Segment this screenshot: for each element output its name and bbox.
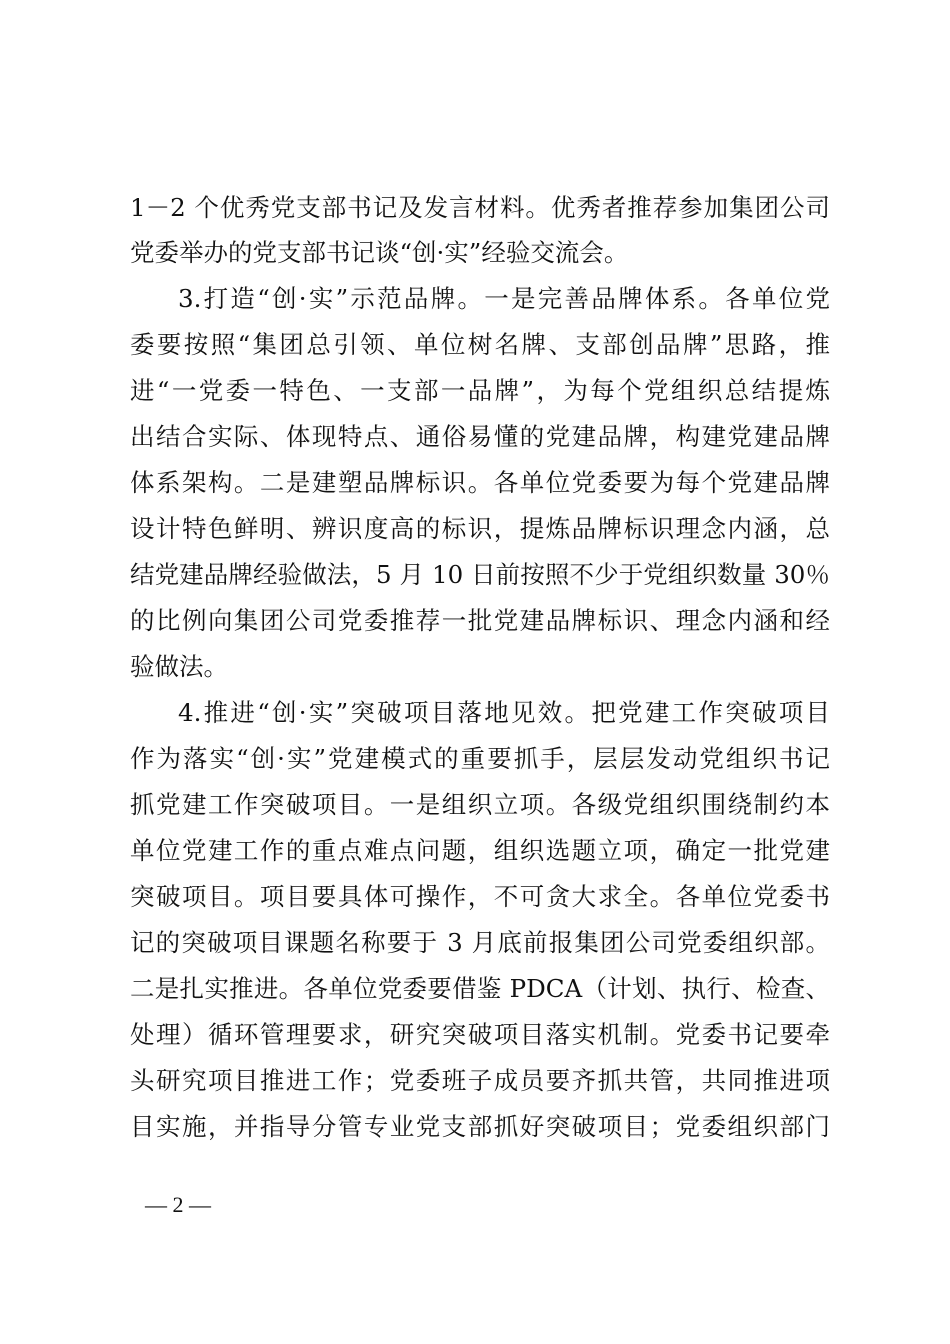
body-text-line: 党委举办的党支部书记谈“创·实”经验交流会。 <box>130 238 629 267</box>
body-text-line: 进“一党委一特色、一支部一品牌”，为每个党组织总结提炼 <box>130 376 830 405</box>
body-text-line: 突破项目。项目要具体可操作，不可贪大求全。各单位党委书 <box>130 882 830 911</box>
body-text-line: 抓党建工作突破项目。一是组织立项。各级党组织围绕制约本 <box>130 790 830 819</box>
body-text-line: 头研究项目推进工作；党委班子成员要齐抓共管，共同推进项 <box>130 1066 830 1095</box>
section-4-heading-line: 4.推进“创·实”突破项目落地见效。把党建工作突破项目 <box>178 698 830 727</box>
body-text-line: 单位党建工作的重点难点问题，组织选题立项，确定一批党建 <box>130 836 830 865</box>
body-text-line: 设计特色鲜明、辨识度高的标识，提炼品牌标识理念内涵，总 <box>130 514 830 543</box>
body-text-line: 体系架构。二是建塑品牌标识。各单位党委要为每个党建品牌 <box>130 468 830 497</box>
body-text-line: 记的突破项目课题名称要于 3 月底前报集团公司党委组织部。 <box>130 928 830 957</box>
body-text-line: 出结合实际、体现特点、通俗易懂的党建品牌，构建党建品牌 <box>130 422 830 451</box>
body-text-line: 验做法。 <box>130 652 228 681</box>
body-text-line: 作为落实“创·实”党建模式的重要抓手，层层发动党组织书记 <box>130 744 830 773</box>
body-text-line: 委要按照“集团总引领、单位树名牌、支部创品牌”思路，推 <box>130 330 830 359</box>
page-number: — 2 — <box>145 1192 211 1217</box>
body-text-line: 结党建品牌经验做法，5 月 10 日前按照不少于党组织数量 30％ <box>130 560 830 589</box>
body-text-line: 目实施，并指导分管专业党支部抓好突破项目；党委组织部门 <box>130 1112 830 1141</box>
body-text-line: 1－2 个优秀党支部书记及发言材料。优秀者推荐参加集团公司 <box>130 193 830 222</box>
body-text-line: 处理）循环管理要求，研究突破项目落实机制。党委书记要牵 <box>130 1020 830 1049</box>
section-3-heading-line: 3.打造“创·实”示范品牌。一是完善品牌体系。各单位党 <box>178 284 830 313</box>
body-text-line: 的比例向集团公司党委推荐一批党建品牌标识、理念内涵和经 <box>130 606 830 635</box>
body-text-line: 二是扎实推进。各单位党委要借鉴 PDCA（计划、执行、检查、 <box>130 974 830 1003</box>
